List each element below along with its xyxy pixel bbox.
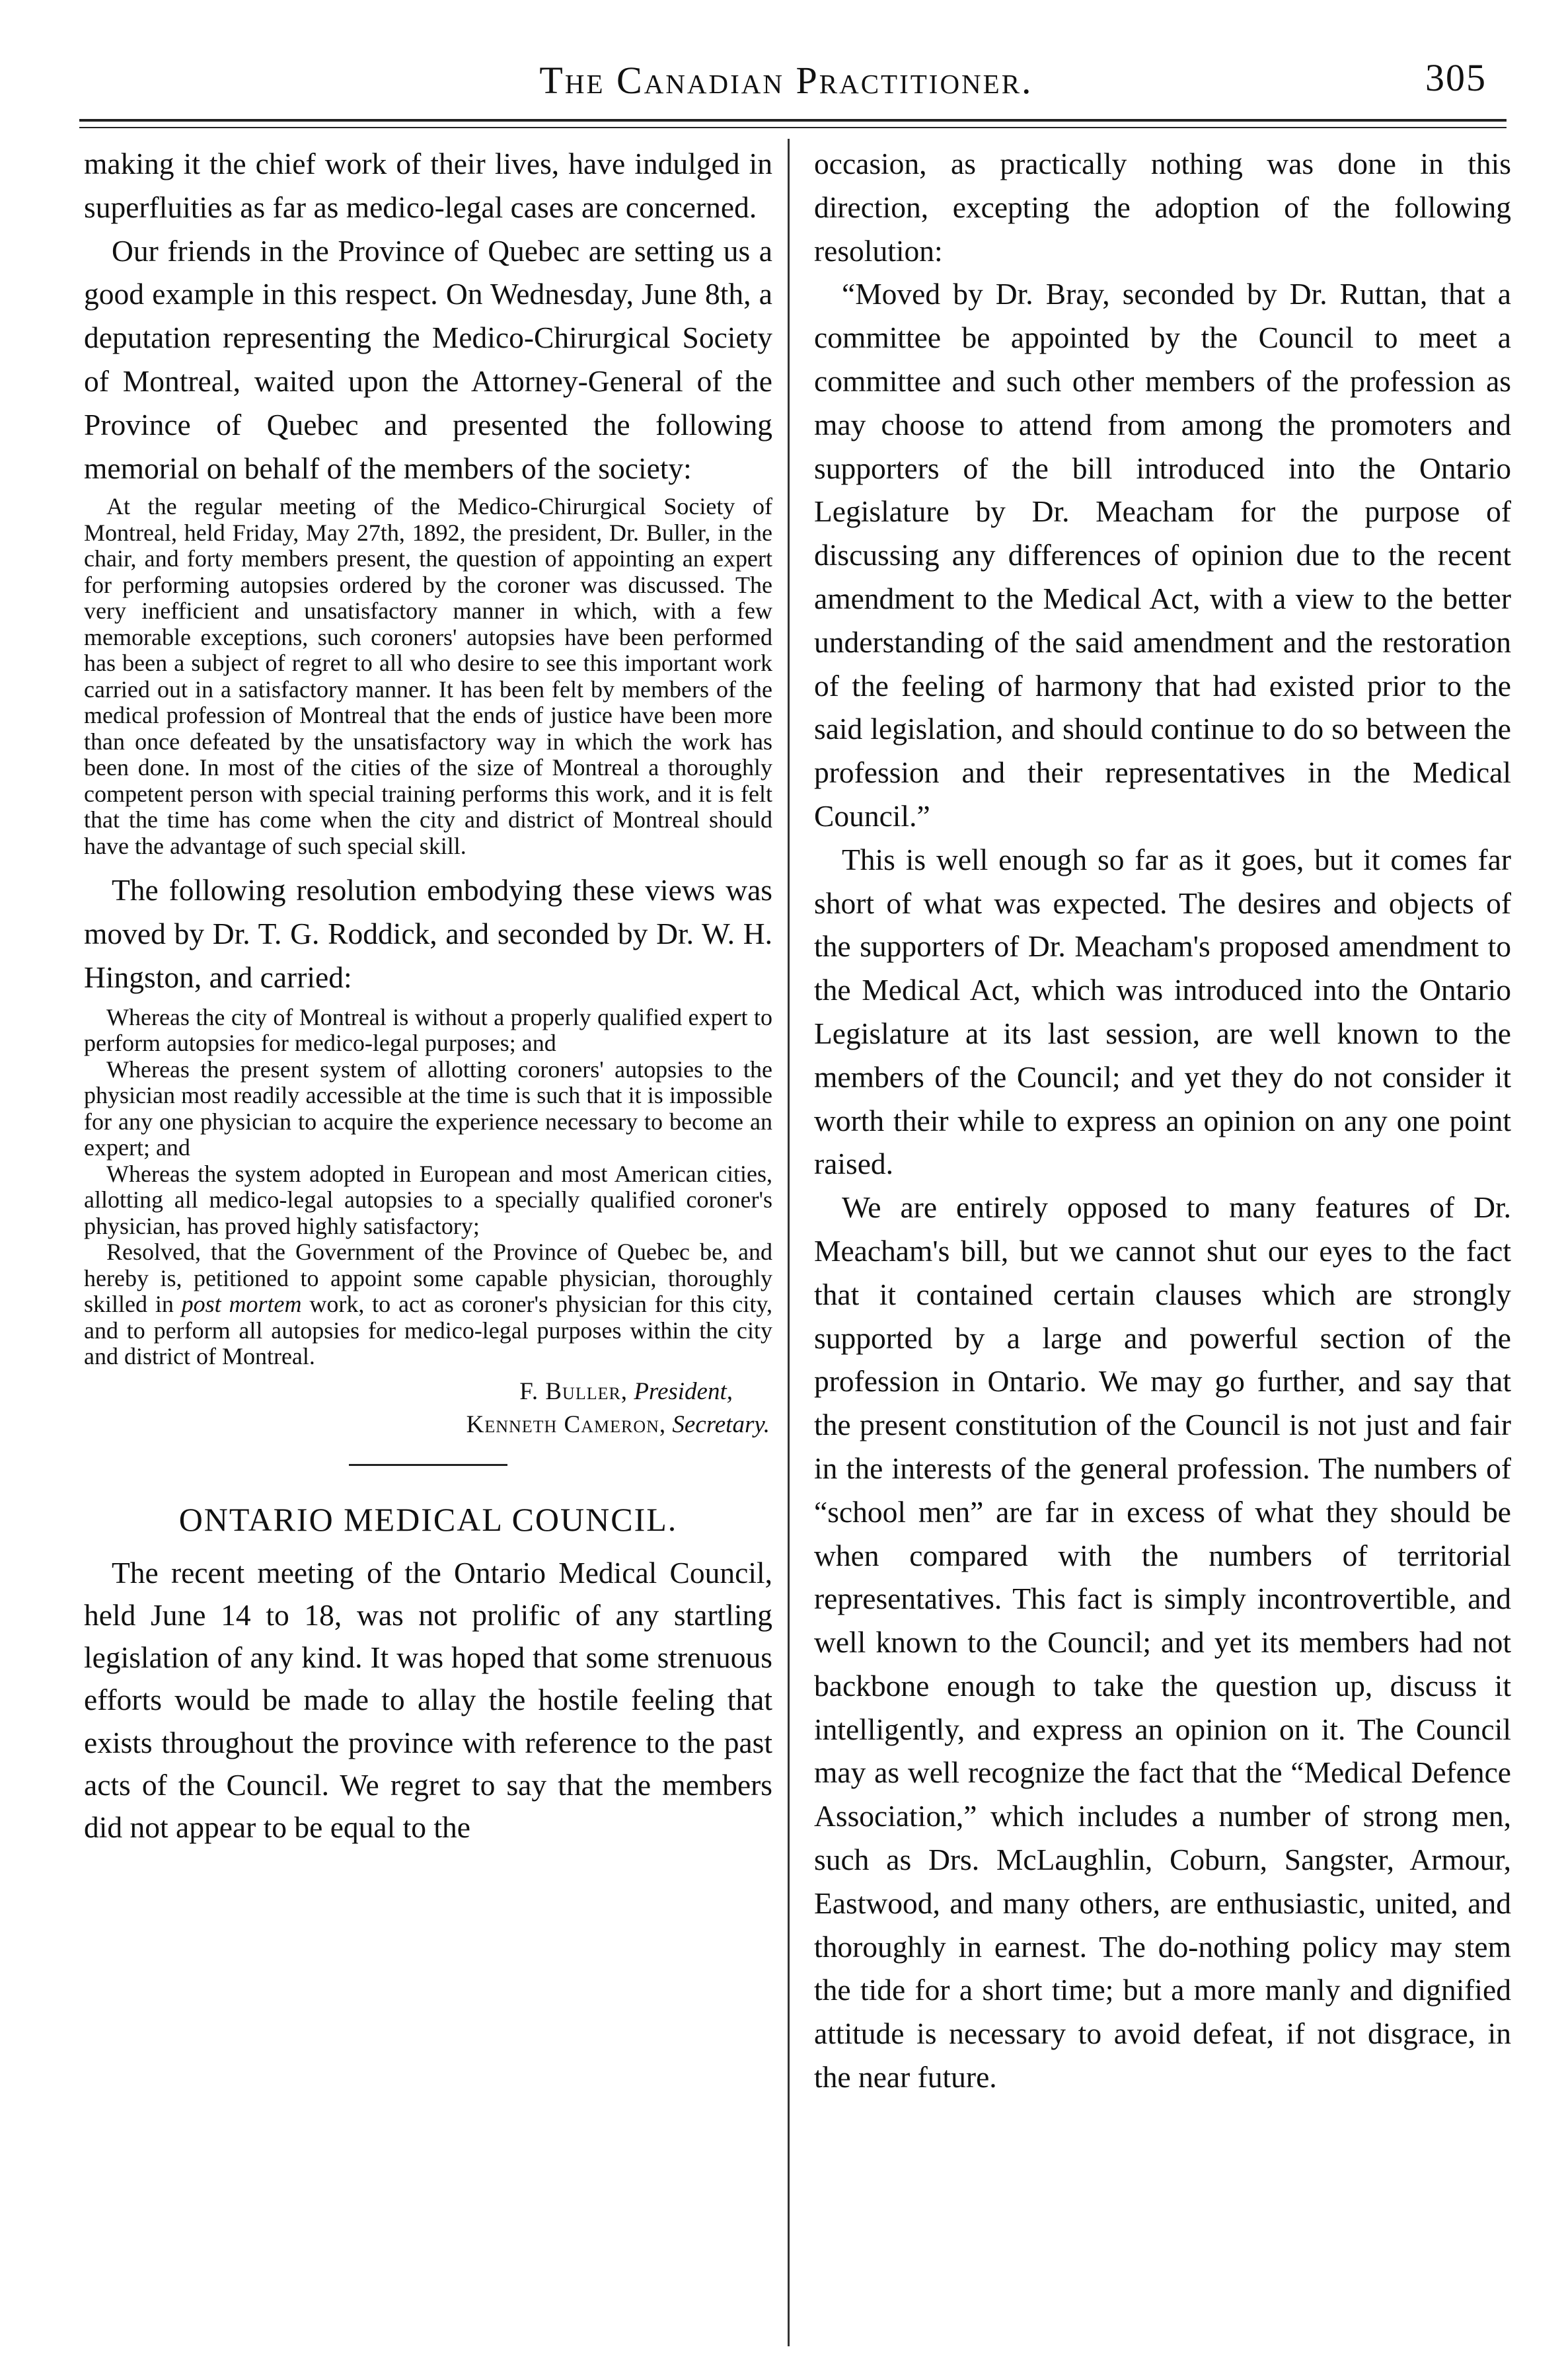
- memorial-text: At the regular meeting of the Medico-Chirurgical Society of Montreal, held Friday, May 27th, 1892, the president, Dr. Buller, in the chair, and forty members present, the question of appointing an expert for performing autopsies ordered by the coroner was discussed. The very inefficient and unsatisfactory manner in which, with a few memorable exceptions, such coroners' autopsies have been performed has been a subject of regret to all who desire to see this important work carried out in a satisfactory manner. It has been felt by members of the medical profession of Montreal that the ends of justice have been more than once defeated by the unsatisfactory way in which the work has been done. In most of the cities of the size of Montreal a thoroughly competent person with special training performs this work, and it is felt that the time has come when the city and district of Montreal should have the advantage of such special skill.: [84, 493, 772, 859]
- right-column: [814, 142, 1511, 2099]
- resolved-text: Resolved, that the Government of the Province of Quebec be, and hereby is, petitioned to appoint some capable physician, thoroughly skilled in: [84, 1239, 772, 1318]
- column-divider: [788, 139, 790, 2346]
- paragraph: making it the chief work of their lives, have indulged in superfluities as far as medico-legal cases are concerned.: [84, 147, 772, 224]
- paragraph: Our friends in the Province of Quebec are setting us a good example in this respect. On Wednesday, June 8th, a deputation representing the Medico-Chirurgical Society of Montreal, waited upon the Attorney-General of the Province of Quebec and presented the following memorial on behalf of the members of the society:: [84, 233, 772, 485]
- page-header: [73, 26, 1500, 126]
- whereas-clause: Whereas the city of Montreal is without a properly qualified expert to perform autopsies for medico-legal purposes; and: [84, 1003, 772, 1057]
- paragraph: This is well enough so far as it goes, but it comes far short of what was expected. The desires and objects of the supporters of Dr. Meacham's proposed amendment to the Medical Act, which was introduced into the Ontario Legislature at its last session, are well known to the members of the Council; and yet they do not consider it worth their while to express an opinion on any one point raised.: [814, 842, 1511, 1181]
- resolution-block: [84, 1005, 772, 1370]
- resolved-italic: post mortem: [181, 1291, 302, 1318]
- memorial-block: [84, 494, 772, 859]
- section-divider: [349, 1464, 507, 1466]
- section-heading: ONTARIO MEDICAL COUNCIL.: [178, 1500, 678, 1538]
- whereas-clause: Whereas the present system of allotting coroners' autopsies to the physician most readily accessible at the time is such that it is impossible for any one physician to acquire the experience necessary to become an expert; and: [84, 1056, 772, 1161]
- running-title: The Canadian Practitioner.: [539, 59, 1033, 102]
- header-rule: [79, 119, 1507, 122]
- signatory-role: President,: [634, 1377, 733, 1405]
- paragraph: We are entirely opposed to many features of Dr. Meacham's bill, but we cannot shut our eyes to the fact that it contained certain clauses which are strongly supported by a large and powerful section of the profession in Ontario. We may go further, and say that the present constitution of the Council is not just and fair in the interests of the general profession. The numbers of “school men” are far in excess of what they should be when compared with the numbers of territorial representatives. This fact is simply incontrovertible, and well known to the Council; and yet its members had not backbone enough to take the question up, discuss it intelligently, and express an opinion on it. The Council may as well recognize the fact that the “Medical Defence Association,” which includes a number of strong men, such as Drs. McLaughlin, Coburn, Sangster, Armour, Eastwood, and many others, are enthusiastic, united, and thoroughly in earnest. The do-nothing policy may stem the tide for a short time; but a more manly and dignified attitude is necessary to avoid defeat, if not disgrace, in the near future.: [814, 1190, 1511, 2094]
- quoted-resolution: “Moved by Dr. Bray, seconded by Dr. Ruttan, that a committee be appointed by the Council to meet a committee and such other members of the profession as may choose to attend from among the promoters and supporters of the bill introduced into the Ontario Legislature by Dr. Meacham for the purpose of discussing any differences of opinion due to the recent amendment to the Medical Act, with a view to the better understanding of the said amendment and the restoration of the feeling of harmony that had existed prior to the said legislation, and should continue to do so between the profession and their representatives in the Medical Council.”: [814, 277, 1511, 833]
- page-number: 305: [1425, 56, 1487, 99]
- whereas-clause: Whereas the system adopted in European and most American cities, allotting all medico-legal autopsies to a specially qualified coroner's physician, has proved highly satisfactory;: [84, 1160, 772, 1239]
- header-rule-thin: [79, 127, 1507, 128]
- left-column: [84, 142, 772, 1849]
- signature-president: [84, 1375, 772, 1408]
- signature-secretary: [84, 1408, 772, 1441]
- paragraph: occasion, as practically nothing was done in this direction, excepting the adoption of the following resolution:: [814, 147, 1511, 268]
- signatory-name: Kenneth Cameron,: [466, 1410, 667, 1438]
- signatory-role: Secretary.: [672, 1410, 770, 1438]
- signatory-name: F. Buller,: [519, 1377, 628, 1405]
- paragraph: The recent meeting of the Ontario Medical Council, held June 14 to 18, was not prolific of any startling legislation of any kind. It was hoped that some strenuous efforts would be made to allay the hostile feeling that exists throughout the province with reference to the past acts of the Council. We regret to say that the members did not appear to be equal to the: [84, 1555, 772, 1844]
- resolved-text-end: work, to act as coroner's physician for this city, and to perform all autopsies for medico-legal purposes within the city and district of Montreal.: [84, 1291, 772, 1370]
- resolved-clause: [84, 1239, 772, 1370]
- paragraph: The following resolution embodying these views was moved by Dr. T. G. Roddick, and seconded by Dr. W. H. Hingston, and carried:: [84, 873, 772, 994]
